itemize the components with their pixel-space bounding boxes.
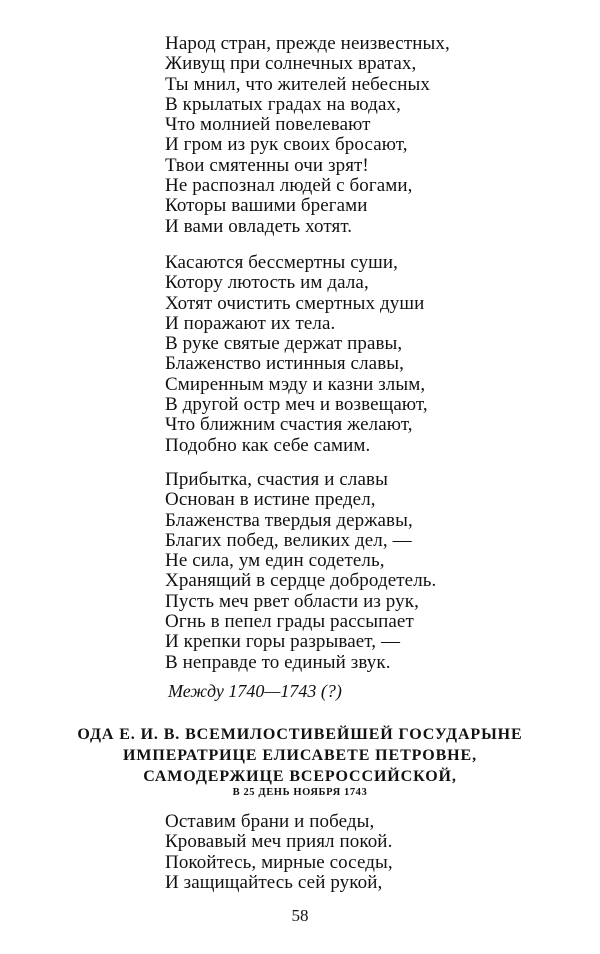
verse-line: Живущ при солнечных вратах, bbox=[165, 53, 417, 75]
verse-line: Народ стран, прежде неизвестных, bbox=[165, 33, 450, 54]
verse-line: И вами овладеть хотят. bbox=[165, 215, 353, 237]
ode-stanza-1 bbox=[165, 812, 393, 893]
verse-line: Оставим брани и победы, bbox=[165, 811, 375, 832]
verse-line: Смиренным мэду и казни злым, bbox=[165, 373, 426, 395]
verse-line: Огнь в пепел грады рассыпает bbox=[165, 611, 414, 633]
verse-line: Не сила, ум един содетель, bbox=[165, 550, 385, 572]
verse-line: Касаются бессмертны суши, bbox=[165, 252, 398, 273]
page-number: 58 bbox=[291, 906, 309, 925]
verse-line: Котору лютость им дала, bbox=[165, 272, 369, 294]
verse-line: Что ближним счастия желают, bbox=[165, 414, 413, 436]
ode-title-line-1: ОДА Е. И. В. ВСЕМИЛОСТИВЕЙШЕЙ ГОСУДАРЫНЕ bbox=[77, 726, 523, 743]
verse-line: Прибытка, счастия и славы bbox=[165, 469, 388, 490]
verse-line: Хранящий в сердце добродетель. bbox=[165, 570, 437, 592]
verse-line: Блаженства твердыя державы, bbox=[165, 509, 413, 531]
verse-line: Благих побед, великих дел, — bbox=[165, 529, 412, 551]
verse-line: И гром из рук своих бросают, bbox=[165, 134, 408, 156]
verse-line: Блаженство истинныя славы, bbox=[165, 353, 404, 375]
verse-line: Покойтесь, мирные соседы, bbox=[165, 851, 393, 873]
verse-line: Которы вашими брегами bbox=[165, 195, 368, 217]
ode-subtitle: В 25 ДЕНЬ НОЯБРЯ 1743 bbox=[232, 787, 368, 798]
verse-line: Что молнией повелевают bbox=[165, 114, 371, 136]
verse-line: Пусть меч рвет области из рук, bbox=[165, 590, 419, 612]
verse-line: В неправде то единый звук. bbox=[165, 651, 391, 673]
verse-line: В другой остр меч и возвещают, bbox=[165, 394, 428, 416]
verse-line: В руке святые держат правы, bbox=[165, 333, 403, 355]
verse-line: И защищайтесь сей рукой, bbox=[165, 871, 383, 893]
verse-line: И поражают их тела. bbox=[165, 312, 336, 334]
verse-line: Ты мнил, что жителей небесных bbox=[165, 73, 430, 95]
poem-stanza-1 bbox=[165, 34, 450, 237]
verse-line: Не распознал людей с богами, bbox=[165, 175, 413, 197]
ode-title-line-3: САМОДЕРЖИЦЕ ВСЕРОССИЙСКОЙ, bbox=[143, 768, 457, 785]
verse-line: Основан в истине предел, bbox=[165, 489, 376, 511]
verse-line: Хотят очистить смертных души bbox=[165, 292, 425, 314]
verse-line: В крылатых градах на водах, bbox=[165, 93, 401, 115]
verse-line: Подобно как себе самим. bbox=[165, 434, 371, 456]
verse-line: Кровавый меч приял покой. bbox=[165, 831, 393, 853]
verse-line: И крепки горы разрывает, — bbox=[165, 631, 401, 653]
ode-title-line-2: ИМПЕРАТРИЦЕ ЕЛИСАВЕТЕ ПЕТРОВНЕ, bbox=[123, 747, 477, 764]
date-note: Между 1740—1743 (?) bbox=[168, 681, 342, 701]
poem-stanza-3 bbox=[165, 470, 436, 673]
poem-stanza-2 bbox=[165, 253, 428, 456]
verse-line: Твои смятенны очи зрят! bbox=[165, 154, 369, 176]
